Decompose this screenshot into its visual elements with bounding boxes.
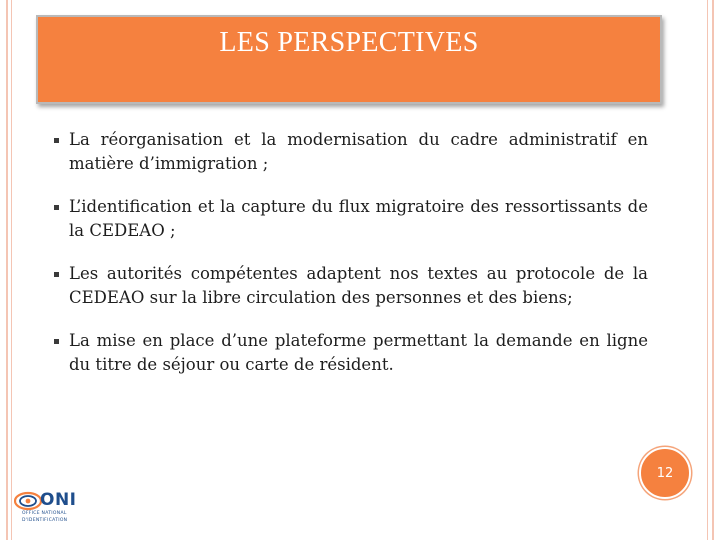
- bullet-text: La réorganisation et la modernisation du cadre administratif en matière d’immigration ;: [69, 130, 648, 173]
- frame-line-left-inner: [11, 0, 12, 540]
- bullet-text: La mise en place d’une plateforme permettant la demande en ligne du titre de séjour ou carte de résident.: [69, 331, 648, 374]
- frame-line-left-outer: [6, 0, 8, 540]
- title-box: [36, 15, 662, 104]
- bullet-item: [54, 329, 648, 377]
- bullet-text: L’identification et la capture du flux migratoire des ressortissants de la CEDEAO ;: [69, 197, 648, 240]
- square-bullet-icon: [54, 339, 59, 344]
- page-number-badge: [639, 447, 691, 499]
- logo-acronym: ONI: [40, 490, 77, 510]
- square-bullet-icon: [54, 138, 59, 143]
- square-bullet-icon: [54, 272, 59, 277]
- square-bullet-icon: [54, 205, 59, 210]
- slide-title: LES PERSPECTIVES: [219, 27, 479, 58]
- page-number: 12: [656, 465, 674, 481]
- oni-logo: [14, 490, 94, 526]
- logo-line2: D'IDENTIFICATION: [22, 518, 68, 523]
- bullet-item: [54, 128, 648, 176]
- logo-line1: OFFICE NATIONAL: [22, 511, 67, 516]
- bullet-item: [54, 195, 648, 243]
- bullet-list: [54, 128, 648, 396]
- frame-line-right-outer: [712, 0, 714, 540]
- frame-line-right-inner: [707, 0, 708, 540]
- bullet-text: Les autorités compétentes adaptent nos textes au protocole de la CEDEAO sur la libre circulation des personnes et des biens;: [69, 264, 648, 307]
- bullet-item: [54, 262, 648, 310]
